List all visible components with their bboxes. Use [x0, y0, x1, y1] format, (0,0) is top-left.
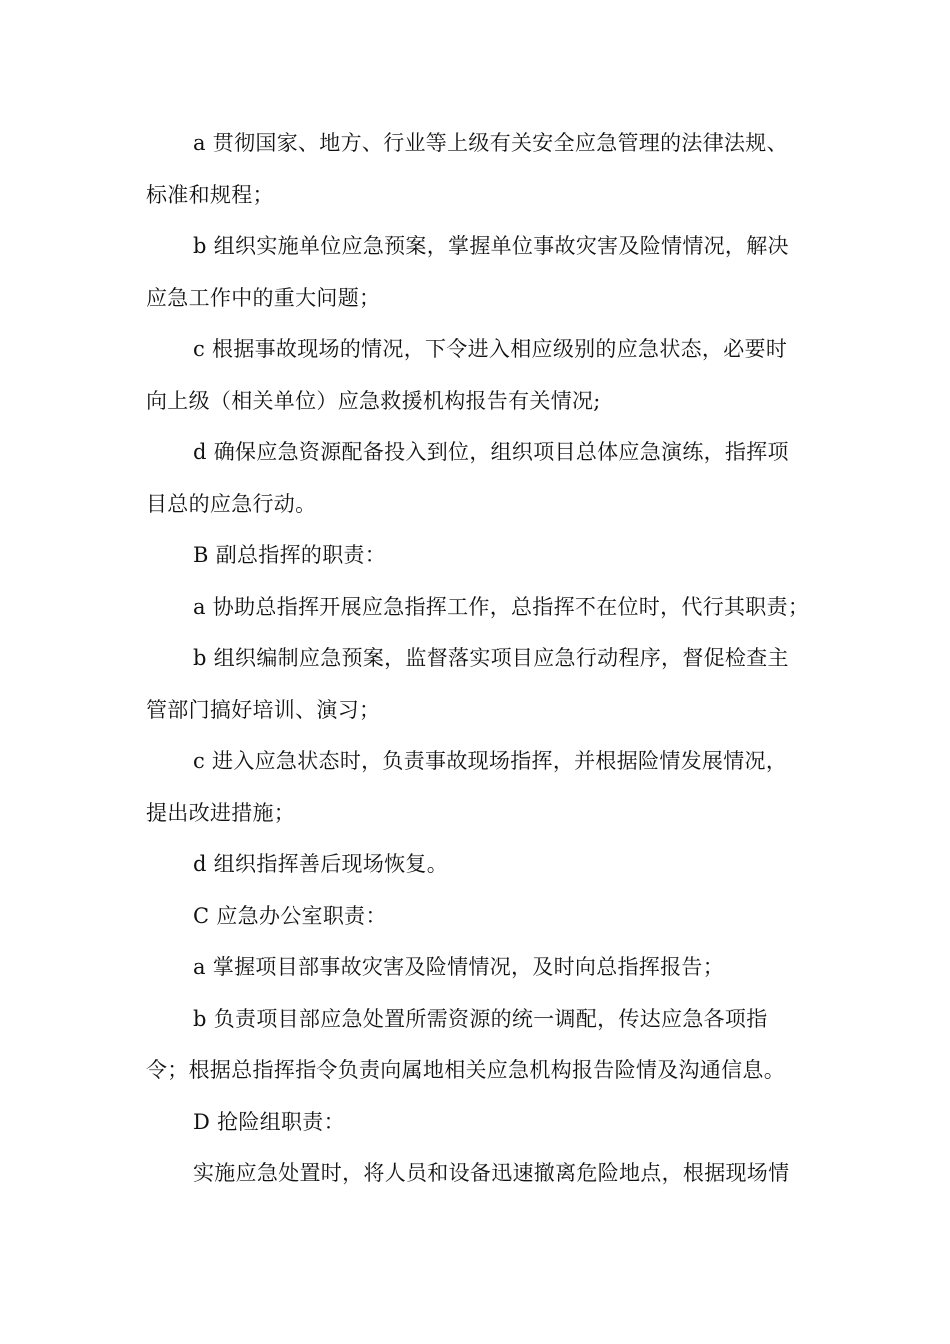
text-line: b 负责项目部应急处置所需资源的统一调配，传达应急各项指 [193, 1006, 768, 1031]
section-heading: D 抢险组职责： [193, 1109, 345, 1134]
text-line: 提出改进措施； [146, 800, 296, 825]
text-line: 实施应急处置时，将人员和设备迅速撤离危险地点，根据现场情 [193, 1161, 790, 1185]
section-heading: B 副总指挥的职责： [193, 543, 387, 567]
text-line: a 协助总指挥开展应急指挥工作，总指挥不在位时，代行其职责； [193, 594, 810, 619]
text-line: d 组织指挥善后现场恢复。 [193, 852, 449, 876]
text-line: 令；根据总指挥指令负责向属地相关应急机构报告险情及沟通信息。 [146, 1058, 785, 1082]
text-line: a 贯彻国家、地方、行业等上级有关安全应急管理的法律法规、 [193, 131, 788, 155]
text-line: 向上级（相关单位）应急救援机构报告有关情况; [146, 388, 601, 413]
section-heading: C 应急办公室职责： [193, 903, 387, 928]
document-body [146, 118, 808, 1200]
text-line: a 掌握项目部事故灾害及险情情况，及时向总指挥报告； [193, 955, 724, 979]
text-line: 目总的应急行动。 [146, 491, 317, 516]
text-line: b 组织编制应急预案，监督落实项目应急行动程序，督促检查主 [193, 646, 789, 670]
text-line: c 根据事故现场的情况，下令进入相应级别的应急状态，必要时 [193, 337, 788, 361]
text-line: c 进入应急状态时，负责事故现场指挥，并根据险情发展情况， [193, 749, 788, 773]
text-line: b 组织实施单位应急预案，掌握单位事故灾害及险情情况，解决 [193, 234, 789, 258]
text-line: 标准和规程； [146, 182, 274, 207]
text-line: 管部门搞好培训、演习； [146, 697, 381, 722]
text-line: d 确保应急资源配备投入到位，组织项目总体应急演练，指挥项 [193, 440, 789, 464]
text-line: 应急工作中的重大问题； [146, 285, 381, 310]
